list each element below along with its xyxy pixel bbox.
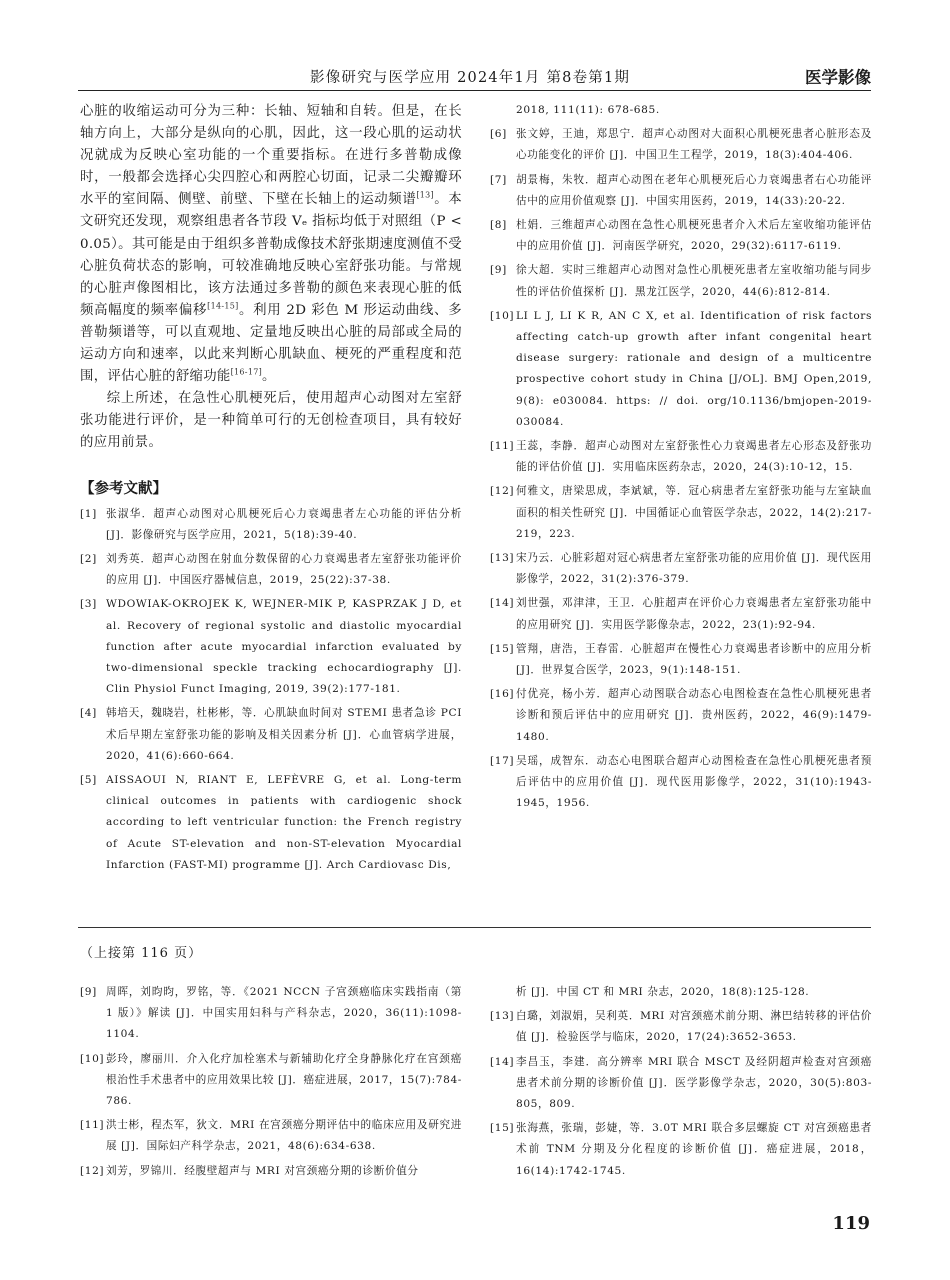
body-paragraph-2: 综上所述，在急性心肌梗死后，使用超声心动图对左室舒张功能进行评价，是一种简单可行的无创检查项目，具有较好的应用前景。 — [80, 391, 462, 451]
reference-number: [14] — [490, 597, 515, 610]
reference-item — [490, 1052, 872, 1116]
reference-number: [2] — [80, 552, 97, 565]
journal-info: 影像研究与医学应用 2024年1月 第8卷第1期 — [310, 70, 631, 86]
references-heading: 【参考文献】 — [80, 480, 167, 497]
reference-number: [10] — [490, 309, 515, 322]
reference-item — [80, 594, 462, 700]
reference-text: 张淑华．超声心动图对心肌梗死后心力衰竭患者左心功能的评估分析 [J]．影像研究与医学应用，2021，5(18):39-40. — [106, 507, 462, 541]
reference-item — [80, 982, 462, 1046]
right-column — [490, 101, 872, 818]
reference-text: WDOWIAK-OKROJEK K, WEJNER-MIK P, KASPRZAK J D, et al. Recovery of regional systolic and diastolic myocardial function after acute myocardial infarction evaluated by two-dimensional speckle tracking echocardiography [J]. Clin Physiol Funct Imaging, 2019, 39(2):177-181. — [106, 598, 462, 696]
reference-text: 何雅文，唐梁思成，李斌斌，等．冠心病患者左室舒张功能与左室缺血面积的相关性研究 [J]．中国循证心血管医学杂志，2022，14(2):217-219，223. — [516, 485, 872, 540]
reference-number: [17] — [490, 754, 515, 767]
reference-number: [11] — [490, 440, 515, 453]
reference-text: 析 [J]．中国 CT 和 MRI 杂志，2020，18(8):125-128. — [516, 986, 810, 998]
reference-text: 白璐，刘淑娟，吴利英．MRI 对宫颈癌术前分期、淋巴结转移的评估价值 [J]．检验医学与临床，2020，17(24):3652-3653. — [516, 1010, 872, 1044]
reference-text: 刘秀英．超声心动图在射血分数保留的心力衰竭患者左室舒张功能评价的应用 [J]．中国医疗器械信息，2019，25(22):37-38. — [106, 552, 462, 587]
reference-text: 洪士彬，程杰军，狄文．MRI 在宫颈癌分期评估中的临床应用及研究进展 [J]．国际妇产科学杂志，2021，48(6):634-638. — [106, 1119, 462, 1153]
reference-text: 张海燕，张瑞，彭婕，等．3.0T MRI 联合多层螺旋 CT 对宫颈癌患者术前 TNM 分期及分化程度的诊断价值 [J]．癌症进展，2018，16(14):1742-1745. — [516, 1122, 872, 1177]
reference-text: AISSAOUI N, RIANT E, LEFÈVRE G, et al. Long-term clinical outcomes in patients with cardiogenic shock according to left ventricular function: the French registry of Acute ST-elevation and non-ST-elevation Myocardial Infarction (FAST-MI) programme [J]. Arch Cardiovasc Dis, — [106, 773, 462, 871]
reference-item — [490, 481, 872, 545]
page-header — [78, 60, 871, 90]
reference-continuation — [490, 982, 872, 1003]
reference-number: [5] — [80, 773, 97, 786]
reference-text: 吴瑶，成智东．动态心电图联合超声心动图检查在急性心肌梗死患者预后评估中的应用价值 [J]．现代医用影像学，2022，31(10):1943-1945，1956. — [516, 754, 872, 810]
body-text: 心脏的收缩运动可分为三种：长轴、短轴和自转。但是，在长轴方向上，大部分是纵向的心肌，因此，这一段心肌的运动状况就成为反映心室功能的一个重要指标。在进行多普勒成像时，一般都会选择心尖四腔心和两腔心切面，记录二尖瓣瓣环水平的室间隔、侧壁、前壁、下壁在长轴上的运动频谱 — [80, 104, 462, 208]
reference-number: [15] — [490, 642, 515, 655]
reference-number: [13] — [490, 1010, 515, 1023]
reference-item — [490, 751, 872, 815]
reference-text: 韩培天，魏晓岩，杜彬彬，等．心肌缺血时间对 STEMI 患者急诊 PCI 术后早期左室舒张功能的影响及相关因素分析 [J]．心血管病学进展，2020，41(6):660-664. — [106, 707, 462, 762]
reference-text: 刘芳，罗锦川．经腹壁超声与 MRI 对宫颈癌分期的诊断价值分 — [106, 1164, 419, 1177]
reference-item — [80, 1161, 462, 1182]
section-divider — [78, 927, 871, 928]
reference-list-left — [80, 504, 462, 876]
reference-list-right — [490, 124, 872, 814]
reference-number: [14] — [490, 1055, 515, 1068]
citation-mark: [13] — [416, 190, 434, 200]
reference-text: 张文婷，王迪，郑思宁．超声心动图对大面积心肌梗死患者心脏形态及心功能变化的评价 [J]．中国卫生工程学，2019，18(3):404-406. — [516, 128, 872, 162]
reference-text: 管翔，唐浩，王春雷．心脏超声在慢性心力衰竭患者诊断中的应用分析 [J]．世界复合医学，2023，9(1):148-151. — [516, 642, 872, 677]
bottom-right-column — [490, 982, 872, 1185]
citation-mark: [16-17] — [230, 367, 263, 377]
reference-item — [80, 504, 462, 546]
reference-item — [490, 548, 872, 590]
reference-item — [490, 1118, 872, 1182]
reference-number: [12] — [490, 485, 515, 498]
reference-number: [4] — [80, 707, 97, 720]
reference-item — [490, 1006, 872, 1048]
bottom-reference-list-left — [80, 982, 462, 1182]
reference-number: [8] — [490, 219, 507, 232]
reference-number: [9] — [80, 986, 97, 998]
reference-item — [490, 639, 872, 681]
body-text: 。利用 2D 彩色 M 形运动曲线、多普勒频谱等，可以直观地、定量地反映出心脏的局部或全局的运动方向和速率，以此来判断心肌缺血、梗死的严重程度和范围，评估心脏的舒缩功能 — [80, 302, 462, 385]
reference-item — [80, 549, 462, 591]
section-title: 医学影像 — [805, 68, 871, 87]
reference-item — [80, 1049, 462, 1113]
reference-text: 杜娟．三维超声心动图在急性心肌梗死患者介入术后左室收缩功能评估中的应用价值 [J]．河南医学研究，2020，29(32):6117-6119. — [516, 219, 872, 253]
reference-number: [16] — [490, 688, 515, 701]
page-number: 119 — [832, 1213, 870, 1234]
header-rule — [78, 90, 871, 91]
reference-number: [11] — [80, 1119, 105, 1132]
reference-number: [9] — [490, 264, 507, 277]
bottom-reference-list-right — [490, 1006, 872, 1182]
reference-item — [490, 260, 872, 302]
reference-text: 王蕊，李静．超声心动图对左室舒张性心力衰竭患者左心形态及舒张功能的评估价值 [J]．实用临床医药杂志，2020，24(3):10-12，15. — [516, 440, 872, 474]
reference-number: [15] — [490, 1122, 515, 1135]
reference-number: [10] — [80, 1052, 105, 1065]
reference-text: 刘世强，邓津津，王卫．心脏超声在评价心力衰竭患者左室舒张功能中的应用研究 [J]．实用医学影像杂志，2022，23(1):92-94. — [516, 597, 872, 631]
reference-item — [490, 684, 872, 748]
reference-number: [1] — [80, 507, 97, 520]
citation-mark: [14-15] — [207, 301, 239, 311]
reference-number: [6] — [490, 128, 507, 141]
reference-text: LI L J, LI K R, AN C X, et al. Identification of risk factors affecting catch-up growth after infant congenital heart disease surgery: rationale and design of a multicentre prospective cohort study in China [J/OL]. BMJ Open,2019, 9(8): e030084. https: // doi. org/10.1136/bmjopen-2019-030084. — [516, 309, 872, 428]
reference-text: 宋乃云．心脏彩超对冠心病患者左室舒张功能的应用价值 [J]．现代医用影像学，2022，31(2):376-379. — [516, 552, 872, 586]
reference-number: [3] — [80, 598, 97, 611]
bottom-left-column — [80, 982, 462, 1185]
reference-text: 付优亮，杨小芳．超声心动图联合动态心电图检查在急性心肌梗死患者诊断和预后评估中的应用研究 [J]．贵州医药，2022，46(9):1479-1480. — [516, 688, 872, 743]
reference-number: [12] — [80, 1164, 105, 1177]
reference-item — [490, 170, 872, 212]
reference-item — [490, 215, 872, 257]
reference-number: [7] — [490, 173, 507, 186]
body-paragraph-1 — [80, 101, 462, 388]
body-text: 。本文研究还发现，观察组患者各节段 Vₑ 指标均低于对照组（P < 0.05）。其可能是由于组织多普勒成像技术舒张期速度测值不受心脏负荷状态的影响，可较准确地反映心室舒张功能。与常规的心脏声像图相比，该方法通过多普勒的颜色来表现心脏的低频高幅度的频率偏移 — [80, 192, 462, 318]
reference-text: 2018, 111(11): 678-685. — [516, 104, 660, 116]
reference-item — [490, 306, 872, 433]
left-column — [80, 101, 462, 879]
reference-text: 胡景梅，朱牧．超声心动图在老年心肌梗死后心力衰竭患者右心功能评估中的应用价值观察 [J]．中国实用医药，2019，14(33):20-22. — [516, 173, 872, 207]
reference-number: [13] — [490, 552, 515, 565]
reference-text: 徐大超．实时三维超声心动图对急性心肌梗死患者左室收缩功能与同步性的评估价值探析 [J]．黑龙江医学，2020，44(6):812-814. — [516, 264, 872, 298]
reference-item — [80, 1115, 462, 1157]
reference-item — [80, 703, 462, 767]
reference-text: 李昌玉，李建．高分辨率 MRI 联合 MSCT 及经阴超声检查对宫颈癌患者术前分期的诊断价值 [J]．医学影像学杂志，2020，30(5):803-805，809. — [516, 1055, 872, 1111]
reference-continuation — [490, 100, 872, 121]
continued-from-label: （上接第 116 页） — [80, 946, 203, 961]
reference-text: 彭玲，廖丽川．介入化疗加栓塞术与新辅助化疗全身静脉化疗在宫颈癌根治性手术患者中的应用效果比较 [J]．癌症进展，2017，15(7):784-786. — [106, 1052, 462, 1108]
reference-item — [490, 124, 872, 166]
body-text: 。 — [262, 369, 276, 385]
reference-item — [490, 593, 872, 635]
reference-item — [80, 770, 462, 876]
reference-item — [490, 436, 872, 478]
reference-text: 周晖，刘昀昀，罗铭，等．《2021 NCCN 子宫颈癌临床实践指南（第 1 版）》解读 [J]．中国实用妇科与产科杂志，2020，36(11):1098-1104. — [106, 986, 462, 1041]
